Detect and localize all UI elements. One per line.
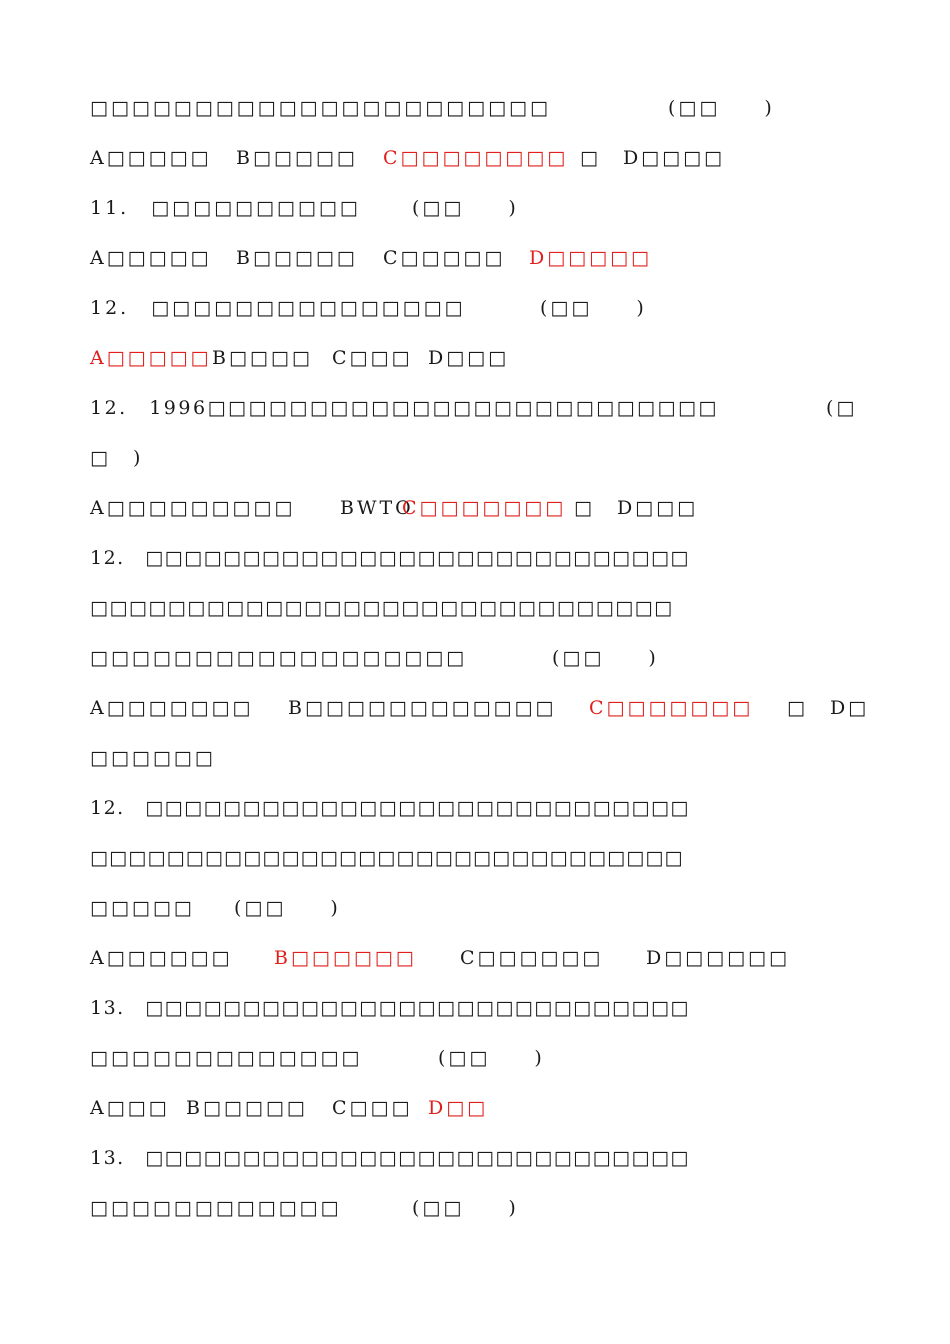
option-a: A□□□□□□□ [90, 697, 254, 719]
option-a: A□□□□□□ [90, 947, 233, 969]
option-c-correct: C□□□□□□□□ [383, 147, 569, 169]
question-13-line1: 13. □□□□□□□□□□□□□□□□□□□□□□□□□□□□ [90, 997, 690, 1019]
answer-blank: (□□ ) [668, 97, 775, 119]
option-a: A□□□□□□□□□ [90, 497, 296, 519]
option-a: A□□□ [90, 1097, 170, 1119]
question-13-line1: 13. □□□□□□□□□□□□□□□□□□□□□□□□□□□□ [90, 1147, 690, 1169]
question-12-line3: □□□□□ [90, 897, 195, 919]
option-d: □ D□ [787, 697, 870, 719]
option-c-correct: C□□□□□□□ [589, 697, 754, 719]
option-b: B□□□□□□□□□□□□ [288, 697, 557, 719]
question-11: 11. □□□□□□□□□□ [90, 197, 361, 219]
question-12-line2: □□□□□□□□□□□□□□□□□□□□□□□□□□□□□□ [90, 597, 674, 619]
option-c: C□□□□□□ [460, 947, 604, 969]
option-c: C□□□ [332, 1097, 413, 1119]
option-a: A□□□□□ [90, 147, 212, 169]
answer-blank: (□□ ) [438, 1047, 545, 1069]
option-b: B□□□□□ [236, 247, 358, 269]
question-12-1996: 12. 1996□□□□□□□□□□□□□□□□□□□□□□□□□ [90, 397, 719, 419]
option-a: A□□□□□ [90, 247, 212, 269]
answer-blank: (□□ ) [552, 647, 659, 669]
answer-blank: (□□ ) [412, 1197, 519, 1219]
question-12-line2: □□□□□□□□□□□□□□□□□□□□□□□□□□□□□□□ [90, 847, 684, 869]
option-d-correct: D□□ [428, 1097, 489, 1119]
question-13-line2: □□□□□□□□□□□□ [90, 1197, 342, 1219]
answer-blank: (□□ ) [234, 897, 341, 919]
option-d: D□□□□□□ [646, 947, 790, 969]
option-d-continued: □□□□□□ [90, 747, 216, 769]
option-b: B□□□□□ [236, 147, 358, 169]
option-a-correct: A□□□□□ [90, 347, 212, 369]
option-b: B□□□□ [212, 347, 313, 369]
option-c: C□□□ [332, 347, 413, 369]
answer-blank-start: (□ [826, 397, 858, 419]
question-12-line1: 12. □□□□□□□□□□□□□□□□□□□□□□□□□□□□ [90, 797, 690, 819]
option-c: C□□□□□ [383, 247, 506, 269]
question-13-line2: □□□□□□□□□□□□□ [90, 1047, 363, 1069]
option-d: □ D□□□□ [580, 147, 725, 169]
question-stem-line: □□□□□□□□□□□□□□□□□□□□□□ [90, 97, 551, 119]
question-12: 12. □□□□□□□□□□□□□□□ [90, 297, 466, 319]
question-12-line3: □□□□□□□□□□□□□□□□□□ [90, 647, 468, 669]
option-b-correct: B□□□□□□ [274, 947, 417, 969]
option-c-correct: C□□□□□□□ [402, 497, 567, 519]
option-d: D□□□ [428, 347, 510, 369]
option-b: B□□□□□ [186, 1097, 308, 1119]
answer-blank: (□□ ) [540, 297, 647, 319]
option-d-correct: D□□□□□ [529, 247, 652, 269]
option-d: □ D□□□ [574, 497, 699, 519]
question-12-line1: 12. □□□□□□□□□□□□□□□□□□□□□□□□□□□□ [90, 547, 690, 569]
answer-blank-end: □ ) [90, 447, 144, 469]
answer-blank: (□□ ) [412, 197, 519, 219]
option-b: BWTO [340, 497, 414, 519]
